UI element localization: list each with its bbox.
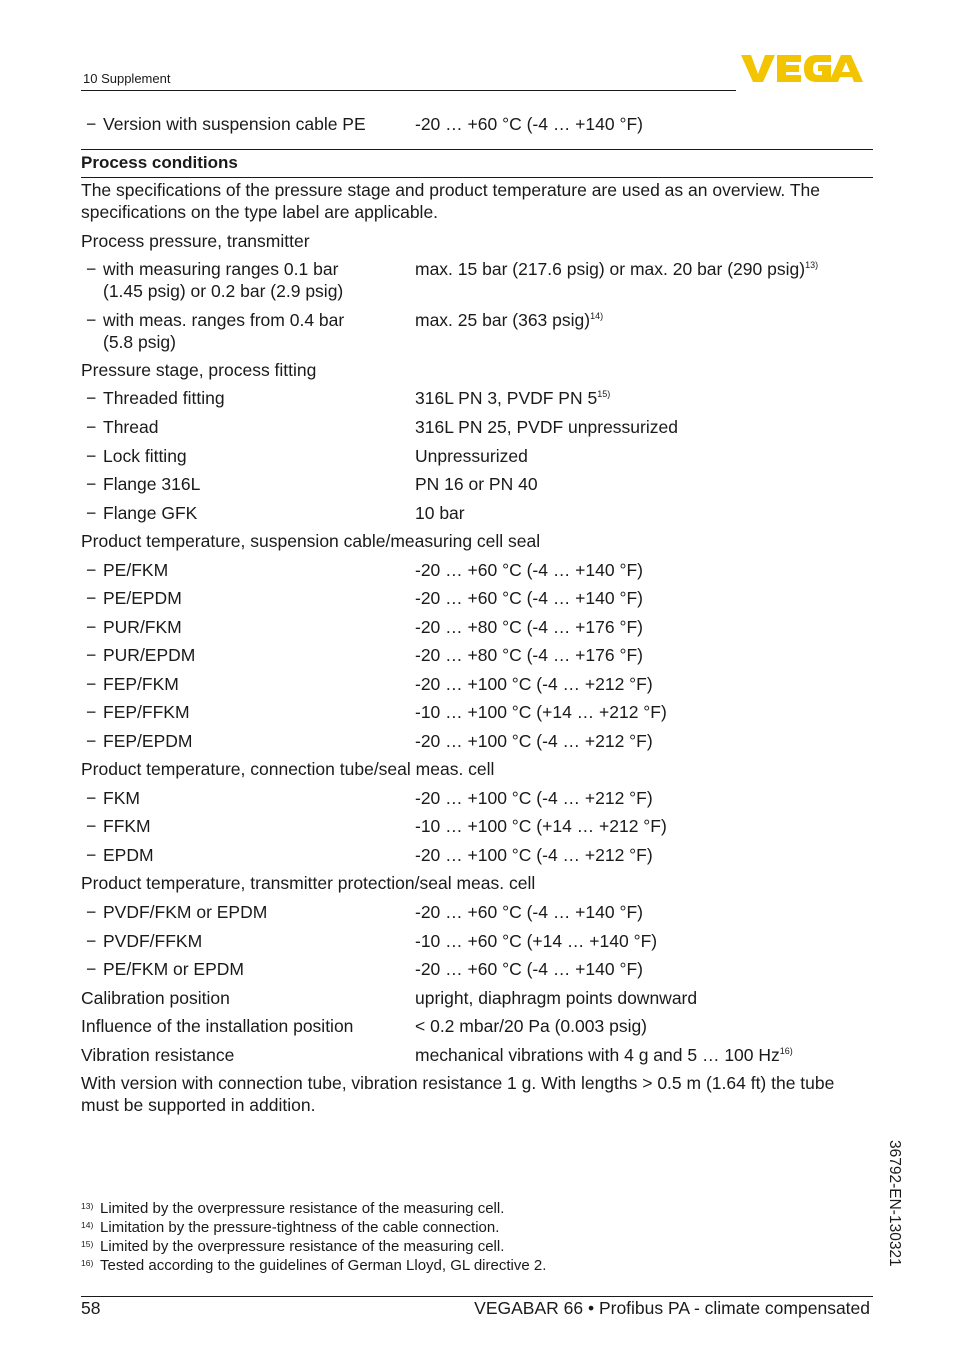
footnote-number: 16) — [81, 1258, 94, 1268]
list-dash: − — [86, 446, 97, 466]
spec-value: max. 25 bar (363 psig)$^{14)}$ — [415, 310, 604, 330]
spec-value: -10 … +100 °C (+14 … +212 °F) — [415, 816, 667, 836]
spec-label: with measuring ranges 0.1 bar (1.45 psig) or 0.2 bar (2.9 psig) — [103, 259, 344, 301]
footnote-text: Limitation by the pressure-tightness of the cable connection. — [100, 1219, 500, 1236]
spec-value: -20 … +100 °C (-4 … +212 °F) — [415, 845, 653, 865]
spec-value: -20 … +80 °C (-4 … +176 °F) — [415, 645, 643, 665]
footnote-text: Tested according to the guidelines of German Lloyd, GL directive 2. — [100, 1257, 547, 1274]
footnote-number: 14) — [81, 1220, 94, 1230]
list-dash: − — [86, 931, 97, 951]
spec-label: Vibration resistance — [81, 1045, 235, 1065]
list-dash: − — [86, 645, 97, 665]
spec-label: PUR/EPDM — [103, 645, 196, 665]
footnote-text: Limited by the overpressure resistance of the measuring cell. — [100, 1200, 505, 1217]
spec-value: Unpressurized — [415, 446, 528, 466]
section-title: Process conditions — [81, 153, 238, 172]
spec-label: EPDM — [103, 845, 154, 865]
header-rule — [81, 90, 736, 91]
spec-label: FKM — [103, 788, 140, 808]
list-dash: − — [86, 417, 97, 437]
footnote-number: 13) — [81, 1201, 94, 1211]
closing-line-2: must be supported in addition. — [81, 1095, 316, 1115]
list-dash: − — [86, 114, 97, 134]
list-dash: − — [86, 702, 97, 722]
intro-line-2: specifications on the type label are applicable. — [81, 202, 439, 222]
list-dash: − — [86, 788, 97, 808]
spec-value: -20 … +60 °C (-4 … +140 °F) — [415, 959, 643, 979]
spec-value: < 0.2 mbar/20 Pa (0.003 psig) — [415, 1016, 648, 1036]
list-dash: − — [86, 310, 97, 330]
spec-label: PVDF/FFKM — [103, 931, 203, 951]
spec-value: -20 … +80 °C (-4 … +176 °F) — [415, 617, 643, 637]
list-dash: − — [86, 845, 97, 865]
spec-label: PE/EPDM — [103, 588, 182, 608]
closing-line-1: With version with connection tube, vibration resistance 1 g. With lengths > 0.5 m (1.64 ft) the tube — [81, 1073, 835, 1093]
list-dash: − — [86, 474, 97, 494]
footnote-text: Limited by the overpressure resistance of the measuring cell. — [100, 1238, 505, 1255]
spec-label: with meas. ranges from 0.4 bar (5.8 psig) — [103, 310, 345, 352]
spec-label: Calibration position — [81, 988, 230, 1008]
spec-label: Lock fitting — [103, 446, 187, 466]
list-dash: − — [86, 503, 97, 523]
spec-label: PVDF/FKM or EPDM — [103, 902, 268, 922]
list-dash: − — [86, 902, 97, 922]
list-dash: − — [86, 816, 97, 836]
list-dash: − — [86, 588, 97, 608]
spec-value: PN 16 or PN 40 — [415, 474, 538, 494]
spec-value: mechanical vibrations with 4 g and 5 … 100 Hz$^{16)}$ — [415, 1045, 793, 1065]
spec-label: PE/FKM — [103, 560, 169, 580]
footnote-number: 15) — [81, 1239, 94, 1249]
spec-value: max. 15 bar (217.6 psig) or max. 20 bar (290 psig)$^{13)}$ — [415, 259, 819, 279]
spec-value: 10 bar — [415, 503, 465, 523]
spec-label: PUR/FKM — [103, 617, 182, 637]
list-dash: − — [86, 259, 97, 279]
document-id: 36792-EN-130321 — [886, 1140, 903, 1267]
footer-rule — [81, 1296, 873, 1297]
section-label: 10 Supplement — [83, 71, 171, 86]
footnote-ref: 16) — [779, 1046, 793, 1056]
spec-value: -20 … +60 °C (-4 … +140 °F) — [415, 114, 643, 134]
document-title: VEGABAR 66 • Profibus PA - climate compensated — [474, 1298, 870, 1318]
spec-label: FEP/FFKM — [103, 702, 190, 722]
list-dash: − — [86, 617, 97, 637]
spec-value: -20 … +100 °C (-4 … +212 °F) — [415, 788, 653, 808]
spec-label: Threaded fitting — [103, 388, 225, 408]
footnote-ref: 13) — [805, 260, 819, 270]
spec-value: -20 … +100 °C (-4 … +212 °F) — [415, 731, 653, 751]
section-rule-bottom — [81, 177, 873, 178]
footnote-ref: 15) — [597, 389, 611, 399]
spec-label: PE/FKM or EPDM — [103, 959, 244, 979]
list-dash: − — [86, 959, 97, 979]
spec-label: FEP/EPDM — [103, 731, 193, 751]
spec-value: 316L PN 3, PVDF PN 5$^{15)}$ — [415, 388, 611, 408]
list-dash: − — [86, 674, 97, 694]
spec-label: Version with suspension cable PE — [103, 114, 366, 134]
spec-label: Flange GFK — [103, 503, 198, 523]
list-dash: − — [86, 388, 97, 408]
page-number: 58 — [81, 1298, 101, 1318]
list-dash: − — [86, 560, 97, 580]
spec-value: -20 … +60 °C (-4 … +140 °F) — [415, 588, 643, 608]
spec-label: Flange 316L — [103, 474, 201, 494]
spec-value: -10 … +100 °C (+14 … +212 °F) — [415, 702, 667, 722]
spec-value: 316L PN 25, PVDF unpressurized — [415, 417, 678, 437]
intro-line-1: The specifications of the pressure stage and product temperature are used as an overview. The — [81, 180, 820, 200]
spec-label: Thread — [103, 417, 159, 437]
vega-logo — [741, 52, 873, 84]
spec-label: FEP/FKM — [103, 674, 179, 694]
spec-value: -10 … +60 °C (+14 … +140 °F) — [415, 931, 658, 951]
spec-label: Influence of the installation position — [81, 1016, 354, 1036]
section-rule-top — [81, 149, 873, 150]
spec-label: FFKM — [103, 816, 151, 836]
spec-value: -20 … +60 °C (-4 … +140 °F) — [415, 902, 643, 922]
spec-value: upright, diaphragm points downward — [415, 988, 698, 1008]
footnote-ref: 14) — [590, 311, 604, 321]
spec-value: -20 … +100 °C (-4 … +212 °F) — [415, 674, 653, 694]
spec-value: -20 … +60 °C (-4 … +140 °F) — [415, 560, 643, 580]
list-dash: − — [86, 731, 97, 751]
